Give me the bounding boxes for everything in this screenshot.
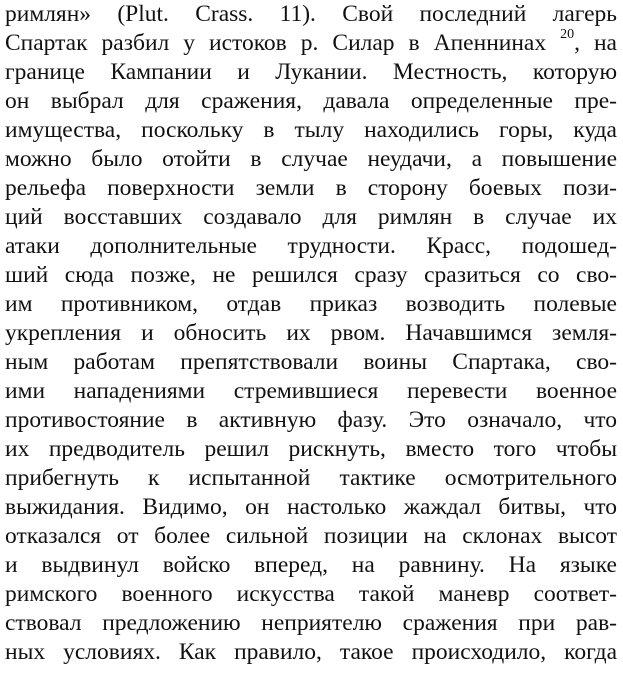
text-line-22: ствовал предложению неприятелю сражения при рав- xyxy=(5,610,617,636)
text-line-13: ным работам препятствовали воины Спартака, сво- xyxy=(5,349,617,375)
text-line-18: выжидания. Видимо, он настолько жаждал битвы, что xyxy=(5,494,617,520)
text-line-6: можно было отойти в случае неудачи, а повышение xyxy=(5,146,617,172)
text-line-14: ими нападениями стремившиеся перевести военное xyxy=(5,378,617,404)
text-line-12: укрепления и обносить их рвом. Начавшимся земля- xyxy=(5,320,617,346)
text-line-8: ций восставших создавало для римлян в случае их xyxy=(5,204,617,230)
text-line-1: римлян» (Plut. Crass. 11). Свой последний лагерь xyxy=(5,1,617,27)
text-line-11: им противником, отдав приказ возводить полевые xyxy=(5,291,617,317)
text-line-10: ший сюда позже, не решился сразу сразиться со сво- xyxy=(5,262,617,288)
text-line-7: рельефа поверхности земли в сторону боевых пози- xyxy=(5,175,617,201)
text-line-3: границе Кампании и Лукании. Местность, которую xyxy=(5,59,617,85)
document-page xyxy=(5,0,617,680)
text-line-21: римского военного искусства такой маневр соответ- xyxy=(5,581,617,607)
text-line-2-main: Спартак разбил у истоков р. Силар в Апеннинах xyxy=(5,30,561,56)
text-line-4: он выбрал для сражения, давала определенные пре- xyxy=(5,88,617,114)
text-line-5: имущества, поскольку в тылу находились горы, куда xyxy=(5,117,617,143)
text-line-2 xyxy=(5,29,617,58)
text-line-19: отказался от более сильной позиции на склонах высот xyxy=(5,523,617,549)
text-line-9: атаки дополнительные трудности. Красс, подошед- xyxy=(5,233,617,259)
text-line-17: прибегнуть к испытанной тактике осмотрительного xyxy=(5,465,617,491)
text-line-16: их предводитель решил рискнуть, вместо того чтобы xyxy=(5,436,617,462)
text-line-23: ных условиях. Как правило, такое происходило, когда xyxy=(5,639,617,665)
text-line-15: противостояние в активную фазу. Это означало, что xyxy=(5,407,617,433)
text-line-2-tail: , на xyxy=(574,30,617,56)
text-line-20: и выдвинул войско вперед, на равнину. На языке xyxy=(5,552,617,578)
footnote-ref[interactable]: 20 xyxy=(560,27,575,43)
